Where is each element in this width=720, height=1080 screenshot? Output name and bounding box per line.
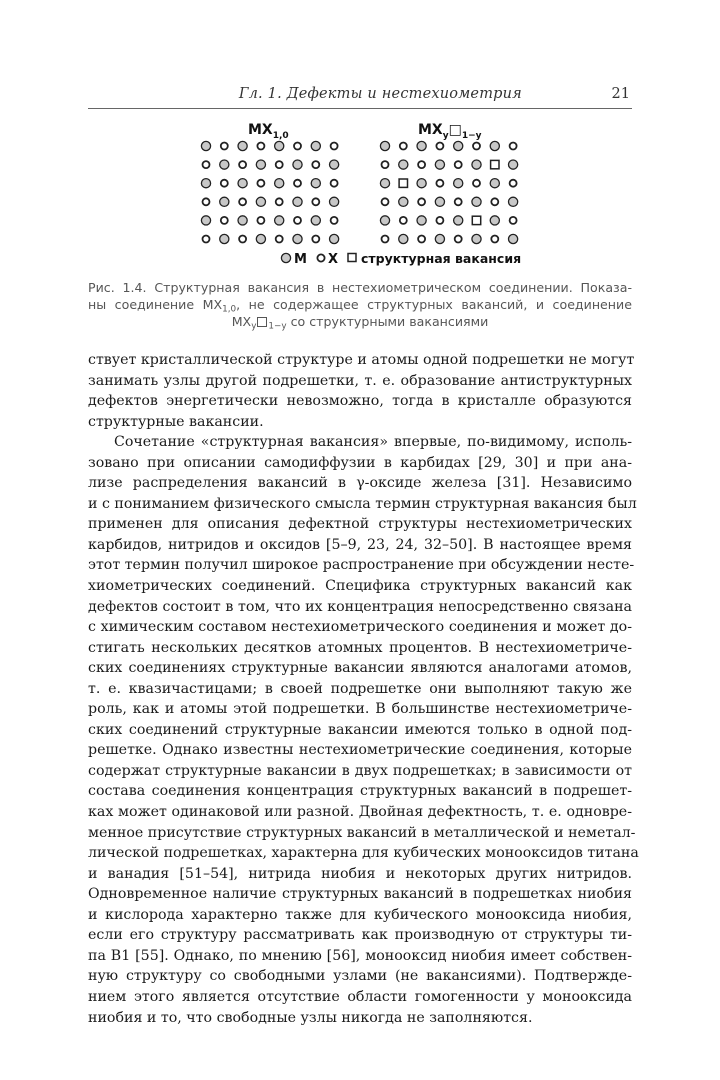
legend-vacancy-icon — [348, 254, 356, 262]
nonmetal-atom — [276, 236, 283, 243]
metal-atom — [435, 160, 444, 169]
nonmetal-atom — [510, 143, 517, 150]
metal-atom — [256, 234, 265, 243]
metal-atom — [417, 179, 426, 188]
text-line: и ванадия [51–54], нитрида ниобия и некоторых других нитридов. — [88, 865, 632, 882]
text-line: если его структуру рассматривать как производную от структуры ти- — [88, 927, 632, 944]
nonmetal-atom — [331, 143, 338, 150]
text-line: и кислорода характерно также для кубического монооксида ниобия, — [88, 906, 632, 923]
nonmetal-atom — [382, 198, 389, 205]
nonmetal-atom — [418, 236, 425, 243]
nonmetal-atom — [491, 198, 498, 205]
nonmetal-atom — [276, 161, 283, 168]
nonmetal-atom — [312, 236, 319, 243]
metal-atom — [490, 179, 499, 188]
nonmetal-atom — [203, 161, 210, 168]
metal-atom — [330, 234, 339, 243]
text-line: структурные вакансии. — [88, 413, 264, 430]
nonmetal-atom — [510, 217, 517, 224]
chapter-title: Гл. 1. Дефекты и нестехиометрия — [238, 86, 522, 102]
paragraph-first-line: Сочетание «структурная вакансия» впервые, по-видимому, исполь- — [114, 434, 632, 451]
nonmetal-atom — [436, 180, 443, 187]
running-header — [88, 84, 632, 108]
text-line: роль, как и атомы этой подрешетки. В большинстве нестехиометриче- — [88, 701, 632, 718]
metal-atom — [399, 160, 408, 169]
page-number: 21 — [611, 86, 630, 102]
nonmetal-atom — [382, 236, 389, 243]
metal-atom — [293, 160, 302, 169]
metal-atom — [275, 179, 284, 188]
nonmetal-atom — [239, 161, 246, 168]
text-line: нием этого является отсутствие области гомогенности у монооксида — [88, 988, 632, 1005]
text-line: ную структуру со свободными узлами (не вакансиями). Подтвержде- — [88, 968, 632, 985]
text-line: занимать узлы другой подрешетки, т. е. образование антиструктурных — [88, 372, 632, 389]
legend-metal-icon — [281, 253, 290, 262]
metal-atom — [238, 216, 247, 225]
text-line: ствует кристаллической структуре и атомы одной подрешетки не могут — [88, 352, 635, 368]
text-line: лической подрешетках, характерна для кубических монооксидов титана — [88, 845, 639, 862]
metal-atom — [490, 141, 499, 150]
caption-line: Рис. 1.4. Структурная вакансия в нестехиометрическом соединении. Показа- — [88, 280, 632, 295]
metal-atom — [380, 179, 389, 188]
metal-atom — [509, 234, 518, 243]
text-line: лизе распределения вакансий в γ-оксиде железа [31]. Независимо — [88, 475, 632, 492]
nonmetal-atom — [436, 217, 443, 224]
nonmetal-atom — [203, 198, 210, 205]
metal-atom — [201, 216, 210, 225]
nonmetal-atom — [257, 143, 264, 150]
metal-atom — [311, 141, 320, 150]
metal-atom — [472, 197, 481, 206]
metal-atom — [330, 160, 339, 169]
header-rule — [88, 108, 632, 109]
nonmetal-atom — [312, 161, 319, 168]
text-line: ских соединений структурные вакансии имеются только в одной под- — [88, 721, 632, 738]
metal-atom — [275, 141, 284, 150]
text-line: ниобия и то, что свободные узлы никогда не заполняются. — [88, 1009, 533, 1026]
left-lattice-grid — [201, 141, 338, 243]
metal-atom — [330, 197, 339, 206]
metal-atom — [238, 141, 247, 150]
body-text — [88, 350, 639, 1028]
nonmetal-atom — [257, 217, 264, 224]
legend-metal-label: M — [294, 252, 307, 267]
text-line: карбидов, нитридов и оксидов [5–9, 23, 24, 32–50]. В настоящее время — [88, 536, 632, 553]
nonmetal-atom — [455, 236, 462, 243]
nonmetal-atom — [436, 143, 443, 150]
nonmetal-atom — [221, 180, 228, 187]
vacancy-box-icon — [257, 317, 267, 327]
text-line: дефектов энергетически невозможно, тогда в кристалле образуются — [88, 393, 632, 410]
metal-atom — [293, 197, 302, 206]
nonmetal-atom — [331, 180, 338, 187]
nonmetal-atom — [491, 236, 498, 243]
nonmetal-atom — [203, 236, 210, 243]
right-lattice-grid — [380, 141, 517, 243]
metal-atom — [293, 234, 302, 243]
text-line: и с пониманием физического смысла термин структурная вакансия был — [88, 495, 637, 512]
metal-atom — [399, 234, 408, 243]
figure-lattice-diagram — [180, 116, 540, 272]
metal-atom — [311, 179, 320, 188]
caption-line: ны соединение $MX_{1,0}$, не содержащее структурных вакансий, и соединение — [88, 297, 632, 315]
legend-nonmetal-label: X — [328, 252, 339, 267]
metal-atom — [509, 160, 518, 169]
metal-atom — [256, 197, 265, 206]
metal-atom — [435, 234, 444, 243]
text-line: ках может одинаковой или разной. Двойная дефектность, т. е. одновре- — [88, 804, 632, 821]
nonmetal-atom — [473, 180, 480, 187]
nonmetal-atom — [455, 198, 462, 205]
nonmetal-atom — [239, 236, 246, 243]
vacancy-site — [399, 179, 407, 187]
nonmetal-atom — [331, 217, 338, 224]
text-line: па B1 [55]. Однако, по мнению [56], монооксид ниобия имеет собствен- — [88, 947, 632, 964]
nonmetal-atom — [382, 161, 389, 168]
metal-atom — [417, 141, 426, 150]
nonmetal-atom — [239, 198, 246, 205]
text-line: с химическим составом нестехиометрического соединения и может до- — [88, 619, 632, 636]
legend — [281, 251, 521, 267]
text-line: применен для описания дефектной структуры нестехиометрических — [88, 516, 632, 533]
text-line: зовано при описании самодиффузии в карбидах [29, 30] и при ана- — [88, 454, 632, 471]
nonmetal-atom — [510, 180, 517, 187]
metal-atom — [220, 234, 229, 243]
right-lattice-label: $MX_y□_{1-y}$ — [418, 122, 482, 141]
metal-atom — [435, 197, 444, 206]
legend-nonmetal-icon — [317, 254, 324, 261]
metal-atom — [472, 234, 481, 243]
text-line: ских соединениях структурные вакансии являются аналогами атомов, — [88, 660, 632, 677]
metal-atom — [311, 216, 320, 225]
left-lattice-label: $MX_{1,0}$ — [248, 122, 289, 141]
text-line: т. е. квазичастицами; в своей подрешетке они выполняют такую же — [88, 680, 632, 697]
legend-vacancy-label: структурная вакансия — [361, 251, 522, 266]
metal-atom — [201, 179, 210, 188]
metal-atom — [201, 141, 210, 150]
vacancy-site — [472, 216, 480, 224]
metal-atom — [238, 179, 247, 188]
nonmetal-atom — [294, 143, 301, 150]
text-line: стигать нескольких десятков атомных процентов. В нестехиометриче- — [88, 639, 632, 656]
nonmetal-atom — [221, 143, 228, 150]
nonmetal-atom — [418, 161, 425, 168]
metal-atom — [454, 216, 463, 225]
nonmetal-atom — [455, 161, 462, 168]
text-line: хиометрических соединений. Специфика структурных вакансий как — [88, 578, 632, 595]
nonmetal-atom — [312, 198, 319, 205]
text-line: содержат структурные вакансии в двух подрешетках; в зависимости от — [88, 762, 632, 779]
metal-atom — [454, 141, 463, 150]
metal-atom — [417, 216, 426, 225]
nonmetal-atom — [400, 217, 407, 224]
nonmetal-atom — [473, 143, 480, 150]
metal-atom — [509, 197, 518, 206]
metal-atom — [472, 160, 481, 169]
metal-atom — [256, 160, 265, 169]
metal-atom — [380, 216, 389, 225]
text-line: этот термин получил широкое распространение при обсуждении несте- — [88, 557, 635, 574]
nonmetal-atom — [294, 180, 301, 187]
metal-atom — [275, 216, 284, 225]
metal-atom — [490, 216, 499, 225]
caption-line: $MX_y$ $_{1-y}$ со структурными вакансиями — [231, 314, 489, 332]
text-line: состава соединения концентрация структурных вакансий в подрешет- — [88, 783, 632, 800]
nonmetal-atom — [294, 217, 301, 224]
metal-atom — [399, 197, 408, 206]
text-line: Одновременное наличие структурных вакансий в подрешетках ниобия — [88, 886, 632, 903]
text-line: менное присутствие структурных вакансий в металлической и неметал- — [88, 824, 636, 841]
metal-atom — [454, 179, 463, 188]
nonmetal-atom — [418, 198, 425, 205]
nonmetal-atom — [400, 143, 407, 150]
nonmetal-atom — [221, 217, 228, 224]
metal-atom — [220, 160, 229, 169]
metal-atom — [220, 197, 229, 206]
text-line: решетке. Однако известны нестехиометрические соединения, которые — [88, 742, 632, 759]
vacancy-site — [491, 160, 499, 168]
nonmetal-atom — [276, 198, 283, 205]
figure-caption — [88, 279, 632, 330]
nonmetal-atom — [257, 180, 264, 187]
text-line: дефектов состоит в том, что их концентрация непосредственно связана — [88, 598, 632, 615]
metal-atom — [380, 141, 389, 150]
